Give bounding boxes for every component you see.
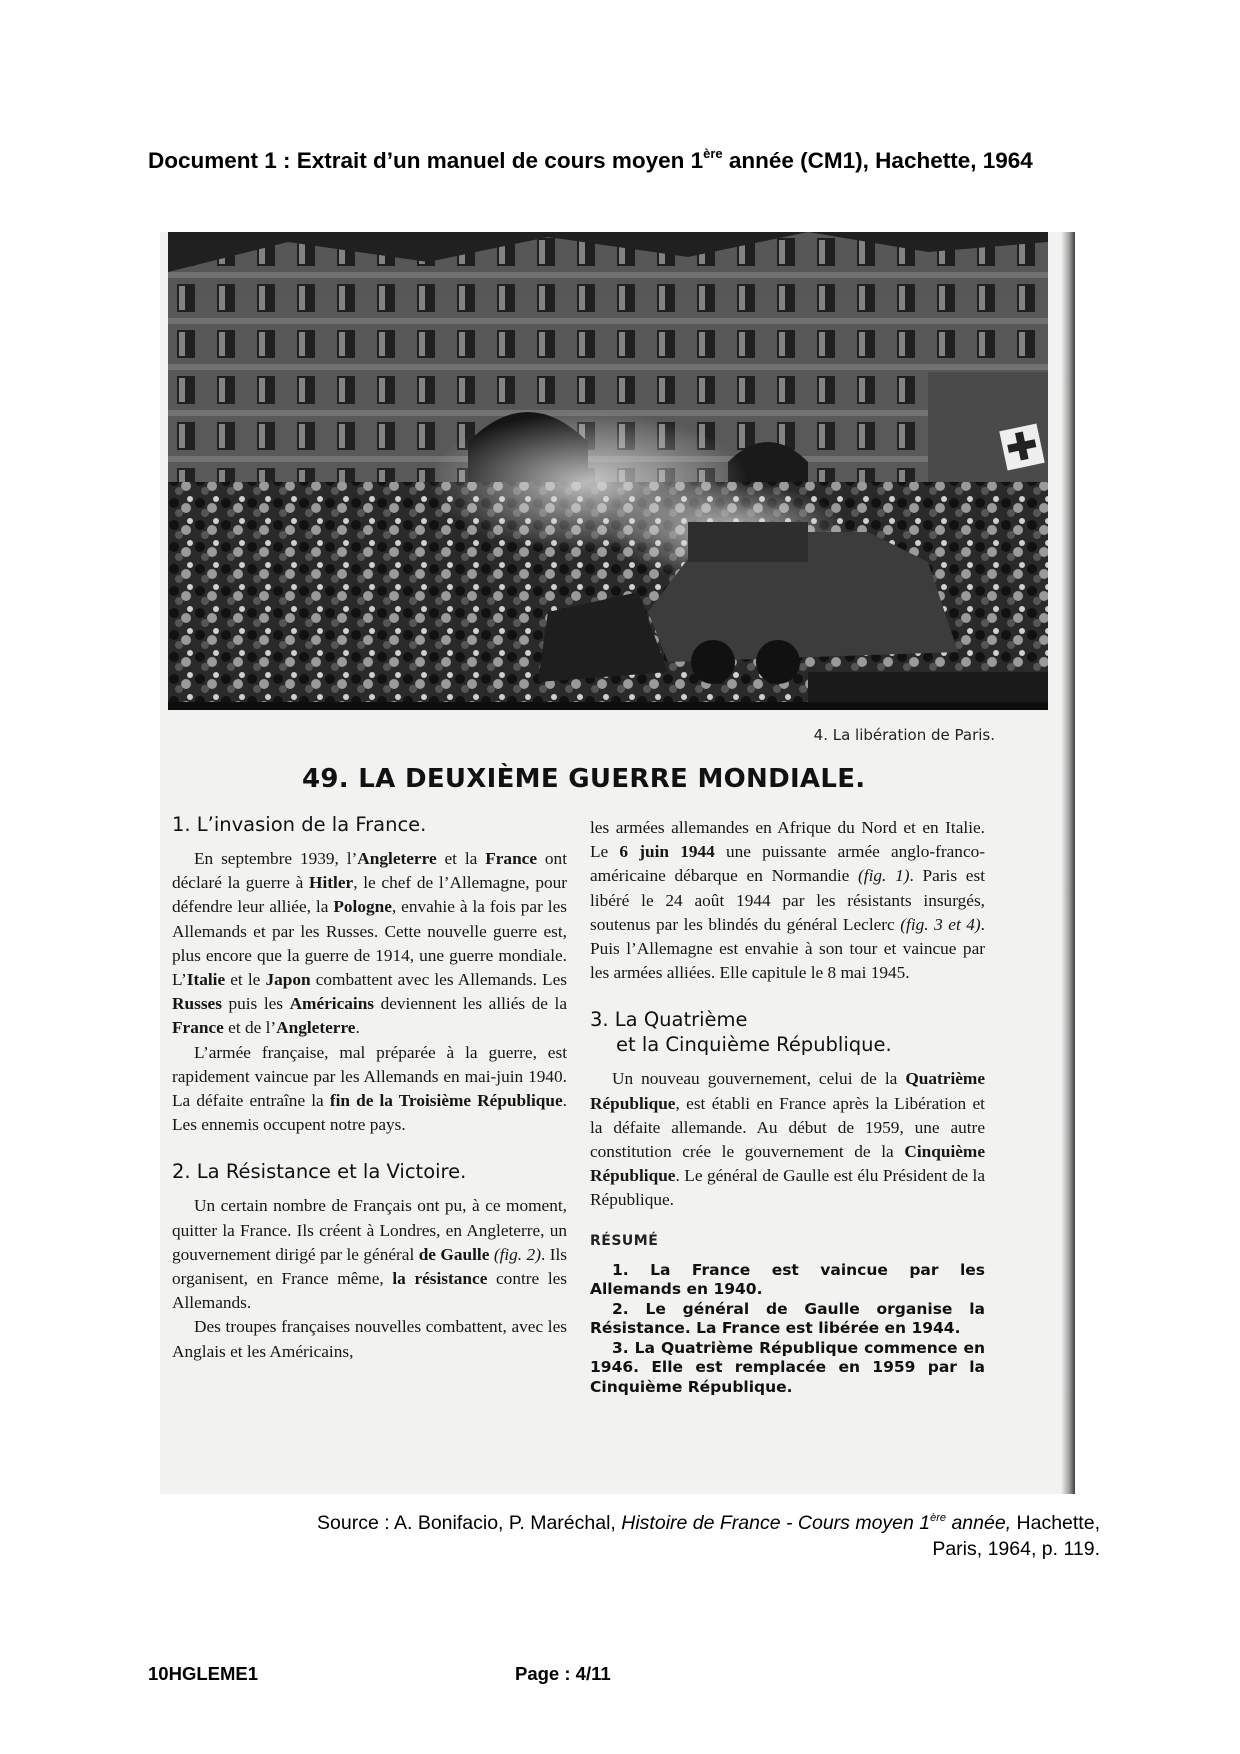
- section-2-paragraph-2-start: Des troupes françaises nouvelles combattent, avec les Anglais et les Américains,: [172, 1317, 567, 1361]
- section-2-heading: 2. La Résistance et la Victoire.: [172, 1160, 467, 1184]
- document-code: 10HGLEME1: [148, 1663, 259, 1684]
- section-1-paragraph-1: En septembre 1939, l’Angleterre et la France ont déclaré la guerre à Hitler, le chef de l’Allemagne, pour défendre leur alliée, la Pologne, envahie à la fois par les Allemands et par les Russes. Cette nouvelle guerre est, plus encore que la guerre de 1914, une guerre mondiale. L’Italie et le Japon combattent avec les Allemands. Les Russes puis les Américains deviennent les alliés de la France et de l’Angleterre.: [172, 849, 568, 1038]
- textbook-page-scan: [160, 232, 1075, 1494]
- section-2-paragraph-2-continued: les armées allemandes en Afrique du Nord et en Italie. Le 6 juin 1944 une puissante armée anglo-franco-américaine débarque en Normandie (fig. 1). Paris est libéré le 24 août 1944 par les résistants insurgés, soutenus par les blindés du général Leclerc (fig. 3 et 4). Puis l’Allemagne est envahie à son tour et vaincue par les armées alliées. Elle capitule le 8 mai 1945.: [590, 818, 986, 983]
- page-number: Page : 4/11: [515, 1663, 611, 1684]
- summary-heading: RÉSUMÉ: [590, 1232, 659, 1249]
- page-edge-shadow: [1061, 232, 1075, 1494]
- source-citation: Source : A. Bonifacio, P. Maréchal, Histoire de France - Cours moyen 1ère année, Hachette, Paris, 1964, p. 119.: [317, 1512, 1100, 1560]
- document-title: Document 1 : Extrait d’un manuel de cours moyen 1ère année (CM1), Hachette, 1964: [148, 146, 1033, 173]
- summary-item: 1. La France est vaincue par les Allemands en 1940.: [590, 1260, 985, 1299]
- section-2-paragraph-1: Un certain nombre de Français ont pu, à ce moment, quitter la France. Ils créent à Londres, en Angleterre, un gouvernement dirigé par le général de Gaulle (fig. 2). Ils organisent, en France même, la résistance contre les Allemands.: [172, 1196, 568, 1313]
- photo-caption: 4. La libération de Paris.: [813, 726, 995, 744]
- liberation-of-paris-photo: [168, 232, 1048, 710]
- section-1-heading: 1. L’invasion de la France.: [172, 813, 427, 836]
- summary-item: 2. Le général de Gaulle organise la Résistance. La France est libérée en 1944.: [590, 1299, 985, 1338]
- summary-item: 3. La Quatrième République commence en 1946. Elle est remplacée en 1959 par la Cinquième République.: [590, 1338, 985, 1396]
- lesson-title: 49. LA DEUXIÈME GUERRE MONDIALE.: [302, 764, 866, 794]
- section-3-paragraph-1: Un nouveau gouvernement, celui de la Quatrième République, est établi en France après la Libération et la défaite allemande. Au début de 1959, une autre constitution crée le gouvernement de la Cinquième République. Le général de Gaulle est élu Président de la République.: [590, 1069, 985, 1210]
- left-column: [172, 812, 567, 1364]
- section-1-paragraph-2: L’armée française, mal préparée à la guerre, est rapidement vaincue par les Allemands en mai-juin 1940. La défaite entraîne la fin de la Troisième République. Les ennemis occupent notre pays.: [172, 1042, 567, 1135]
- section-3-heading: 3. La Quatrième et la Cinquième République.: [590, 1008, 892, 1057]
- right-column: [590, 816, 985, 1397]
